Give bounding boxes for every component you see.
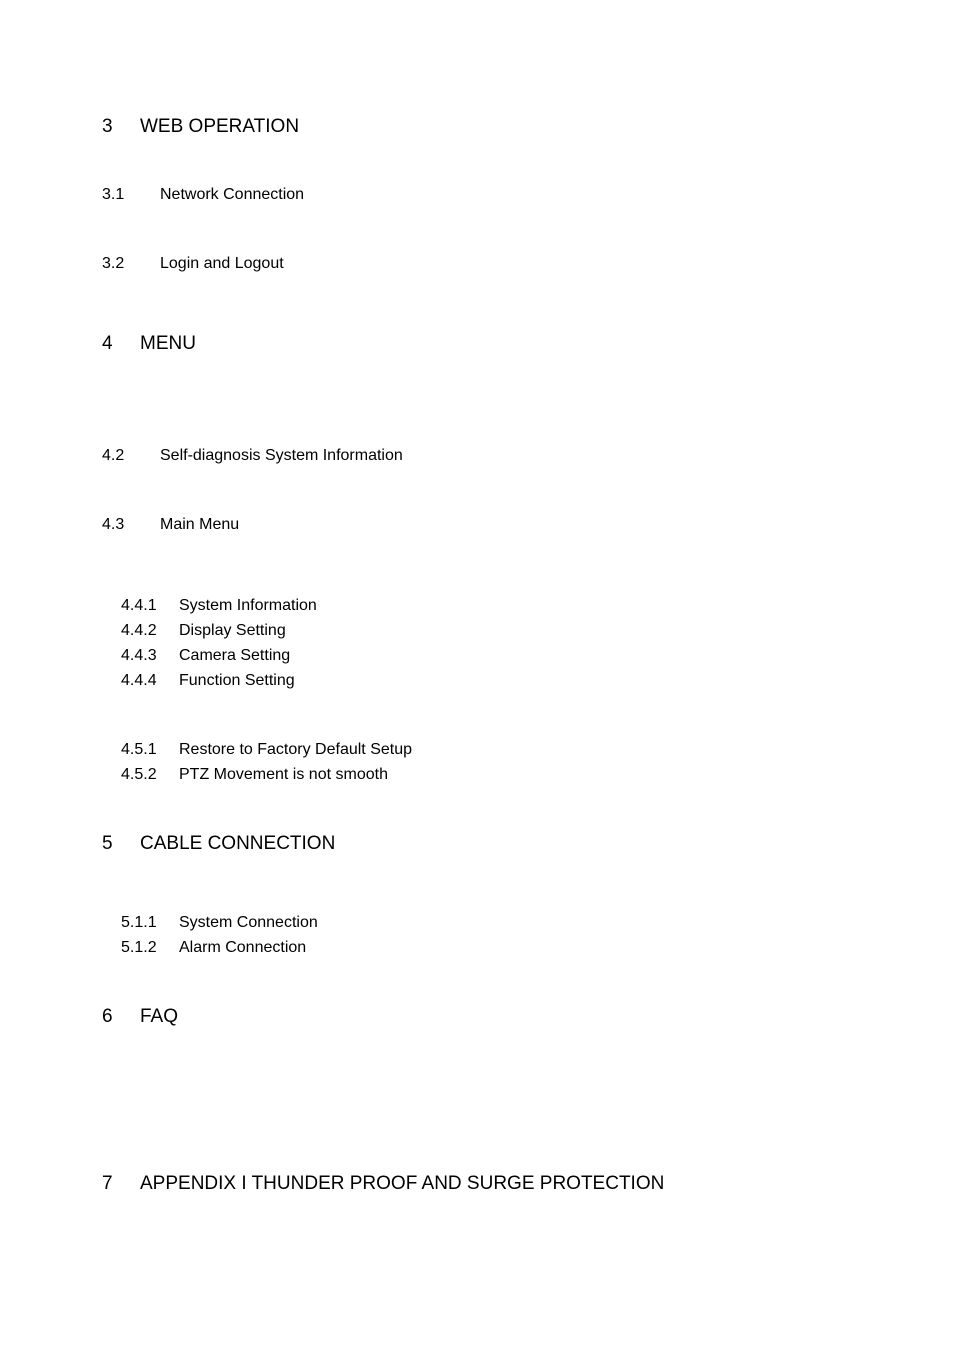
section-title: Main Menu (160, 516, 240, 533)
section-title: Display Setting (179, 622, 286, 639)
section-number: 7 (102, 1173, 113, 1194)
section-title: CABLE CONNECTION (140, 833, 336, 854)
section-title: Camera Setting (179, 647, 291, 664)
section-title: FAQ (140, 1006, 179, 1027)
section-number: 5.1.2 (121, 939, 157, 956)
section-title: Login and Logout (160, 255, 284, 272)
section-number: 4.4.2 (121, 622, 157, 639)
section-title: Network Connection (160, 186, 305, 203)
section-number: 4.3 (102, 516, 125, 533)
section-number: 5.1.1 (121, 914, 157, 931)
section-title: APPENDIX I THUNDER PROOF AND SURGE PROTECTION (140, 1173, 665, 1194)
section-title: PTZ Movement is not smooth (179, 766, 388, 783)
section-title: Function Setting (179, 672, 295, 689)
section-number: 4.4.1 (121, 597, 157, 614)
section-number: 4.4.4 (121, 672, 157, 689)
section-number: 4.2 (102, 447, 125, 464)
section-title: WEB OPERATION (140, 116, 300, 137)
section-number: 4.4.3 (121, 647, 157, 664)
section-title: System Information (179, 597, 317, 614)
section-number: 4 (102, 333, 113, 354)
section-number: 4.5.1 (121, 741, 157, 758)
section-number: 3 (102, 116, 113, 137)
section-number: 4.5.2 (121, 766, 157, 783)
section-title: MENU (140, 333, 196, 354)
section-title: Restore to Factory Default Setup (179, 741, 412, 758)
section-title: System Connection (179, 914, 318, 931)
section-number: 3.2 (102, 255, 125, 272)
section-number: 3.1 (102, 186, 125, 203)
section-number: 6 (102, 1006, 113, 1027)
section-number: 5 (102, 833, 113, 854)
section-title: Alarm Connection (179, 939, 307, 956)
section-title: Self-diagnosis System Information (160, 447, 403, 464)
